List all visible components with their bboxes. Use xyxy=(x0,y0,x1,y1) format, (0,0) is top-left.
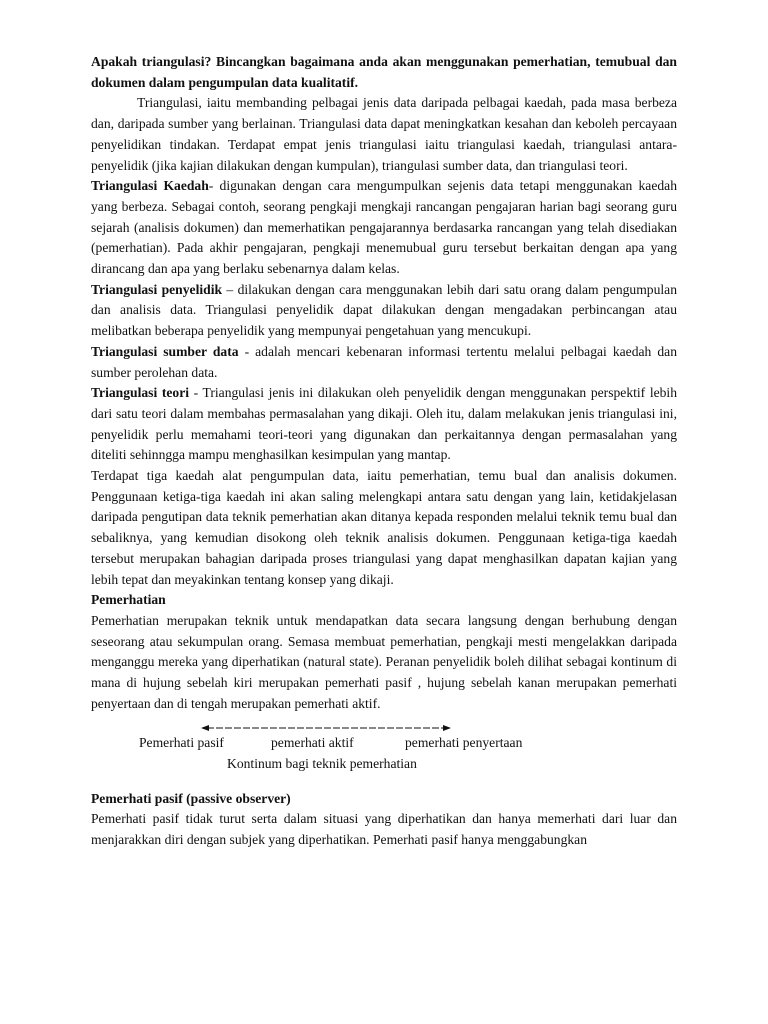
section-term: Triangulasi Kaedah xyxy=(91,178,209,194)
section-text: - digunakan dengan cara mengumpulkan sejenis data tetapi menggunakan kaedah yang berbeza. Sebagai contoh, seorang pengkaji mengkaji rancangan pengajaran harian bagi seorang guru sejarah (analisis dokumen) dan memerhatikan pengajarannya berdasarka rancangan yang telah disediakan (pemerhatian). Pada akhir pengajaran, pengkaji menemubual guru tersebut berkaitan dengan apa yang dirancang dan apa yang berlaku sebenarnya dalam kelas. xyxy=(91,178,677,277)
section-triangulasi-kaedah xyxy=(91,176,677,280)
section-term: Triangulasi sumber data xyxy=(91,343,239,359)
section-triangulasi-sumber-data xyxy=(91,342,677,383)
continuum-diagram xyxy=(91,721,677,789)
section-triangulasi-teori xyxy=(91,383,677,466)
section-term: Triangulasi teori xyxy=(91,385,190,401)
section-triangulasi-penyelidik xyxy=(91,280,677,342)
continuum-label-penyertaan: pemerhati penyertaan xyxy=(405,734,523,750)
intro-paragraph: Triangulasi, iaitu membanding pelbagai jenis data daripada pelbagai kaedah, pada masa berbeza dan, daripada sumber yang berlainan. Triangulasi data dapat meningkatkan kesahan dan keboleh percayaan penyelidikan tindakan. Terdapat empat jenis triangulasi iaitu triangulasi kaedah, triangulasi antara-penyelidik (jika kajian dilakukan dengan kumpulan), triangulasi sumber data, dan triangulasi teori. xyxy=(91,95,677,173)
section-text: - adalah mencari kebenaran informasi tertentu melalui pelbagai kaedah dan sumber perolehan data. xyxy=(91,343,677,380)
continuum-double-arrow-icon xyxy=(201,723,451,733)
pasif-heading: Pemerhati pasif (passive observer) xyxy=(91,790,291,806)
continuum-label-aktif: pemerhati aktif xyxy=(271,734,354,750)
pemerhatian-heading: Pemerhatian xyxy=(91,592,166,608)
section-text: – dilakukan dengan cara menggunakan lebih dari satu orang dalam pengumpulan dan analisis data. Triangulasi penyelidik dapat dilakukan dengan mengadakan perbincangan atau melibatkan beberapa penyelidik yang mempunyai pengetahuan yang mencukupi. xyxy=(91,281,677,339)
pasif-paragraph: Pemerhati pasif tidak turut serta dalam situasi yang diperhatikan dan hanya memerhati dari luar dan menjarakkan diri dengan subjek yang diperhatikan. Pemerhati pasif hanya menggabungkan xyxy=(91,811,677,847)
continuum-caption: Kontinum bagi teknik pemerhatian xyxy=(227,755,417,771)
pemerhatian-paragraph: Pemerhatian merupakan teknik untuk mendapatkan data secara langsung dengan berhubung dengan seseorang atau sekumpulan orang. Semasa membuat pemerhatian, pengkaji mesti mengelakkan daripada menganggu mereka yang diperhatikan (natural state). Peranan penyelidik boleh dilihat sebagai kontinum di mana di hujung sebelah kiri merupakan pemerhati pasif , hujung sebelah kanan merupakan pemerhati penyertaan dan di tengah merupakan pemerhati aktif. xyxy=(91,612,677,711)
continuum-label-pasif: Pemerhati pasif xyxy=(139,734,224,750)
section-text: - Triangulasi jenis ini dilakukan oleh penyelidik dengan menggunakan perspektif lebih dari satu teori dalam membahas permasalahan yang dikaji. Oleh itu, dalam melakukan jenis triangulasi ini, penyelidik perlu memahami teori-teori yang digunakan dan perkaitannya dengan permasalahan yang diteliti sehinngga mampu menghasilkan kesimpulan yang mantap. xyxy=(91,385,677,463)
methods-paragraph: Terdapat tiga kaedah alat pengumpulan data, iaitu pemerhatian, temu bual dan analisis dokumen. Penggunaan ketiga-tiga kaedah ini akan saling melengkapi antara satu dengan yang lain, ketidakjelasan daripada pengutipan data teknik pemerhatian akan ditanya kepada responden melalui teknik temu bual dan sebaliknya, yang kemudian disokong oleh teknik analisis dokumen. Penggunaan ketiga-tiga kaedah tersebut merupakan bahagian daripada proses triangulasi yang dapat menghasilkan dapatan kajian yang lebih tepat dan meyakinkan tentang konsep yang dikaji. xyxy=(91,468,677,587)
section-term: Triangulasi penyelidik xyxy=(91,281,223,297)
question-heading: Apakah triangulasi? Bincangkan bagaimana anda akan menggunakan pemerhatian, temubual dan dokumen dalam pengumpulan data kualitatif. xyxy=(91,54,677,90)
